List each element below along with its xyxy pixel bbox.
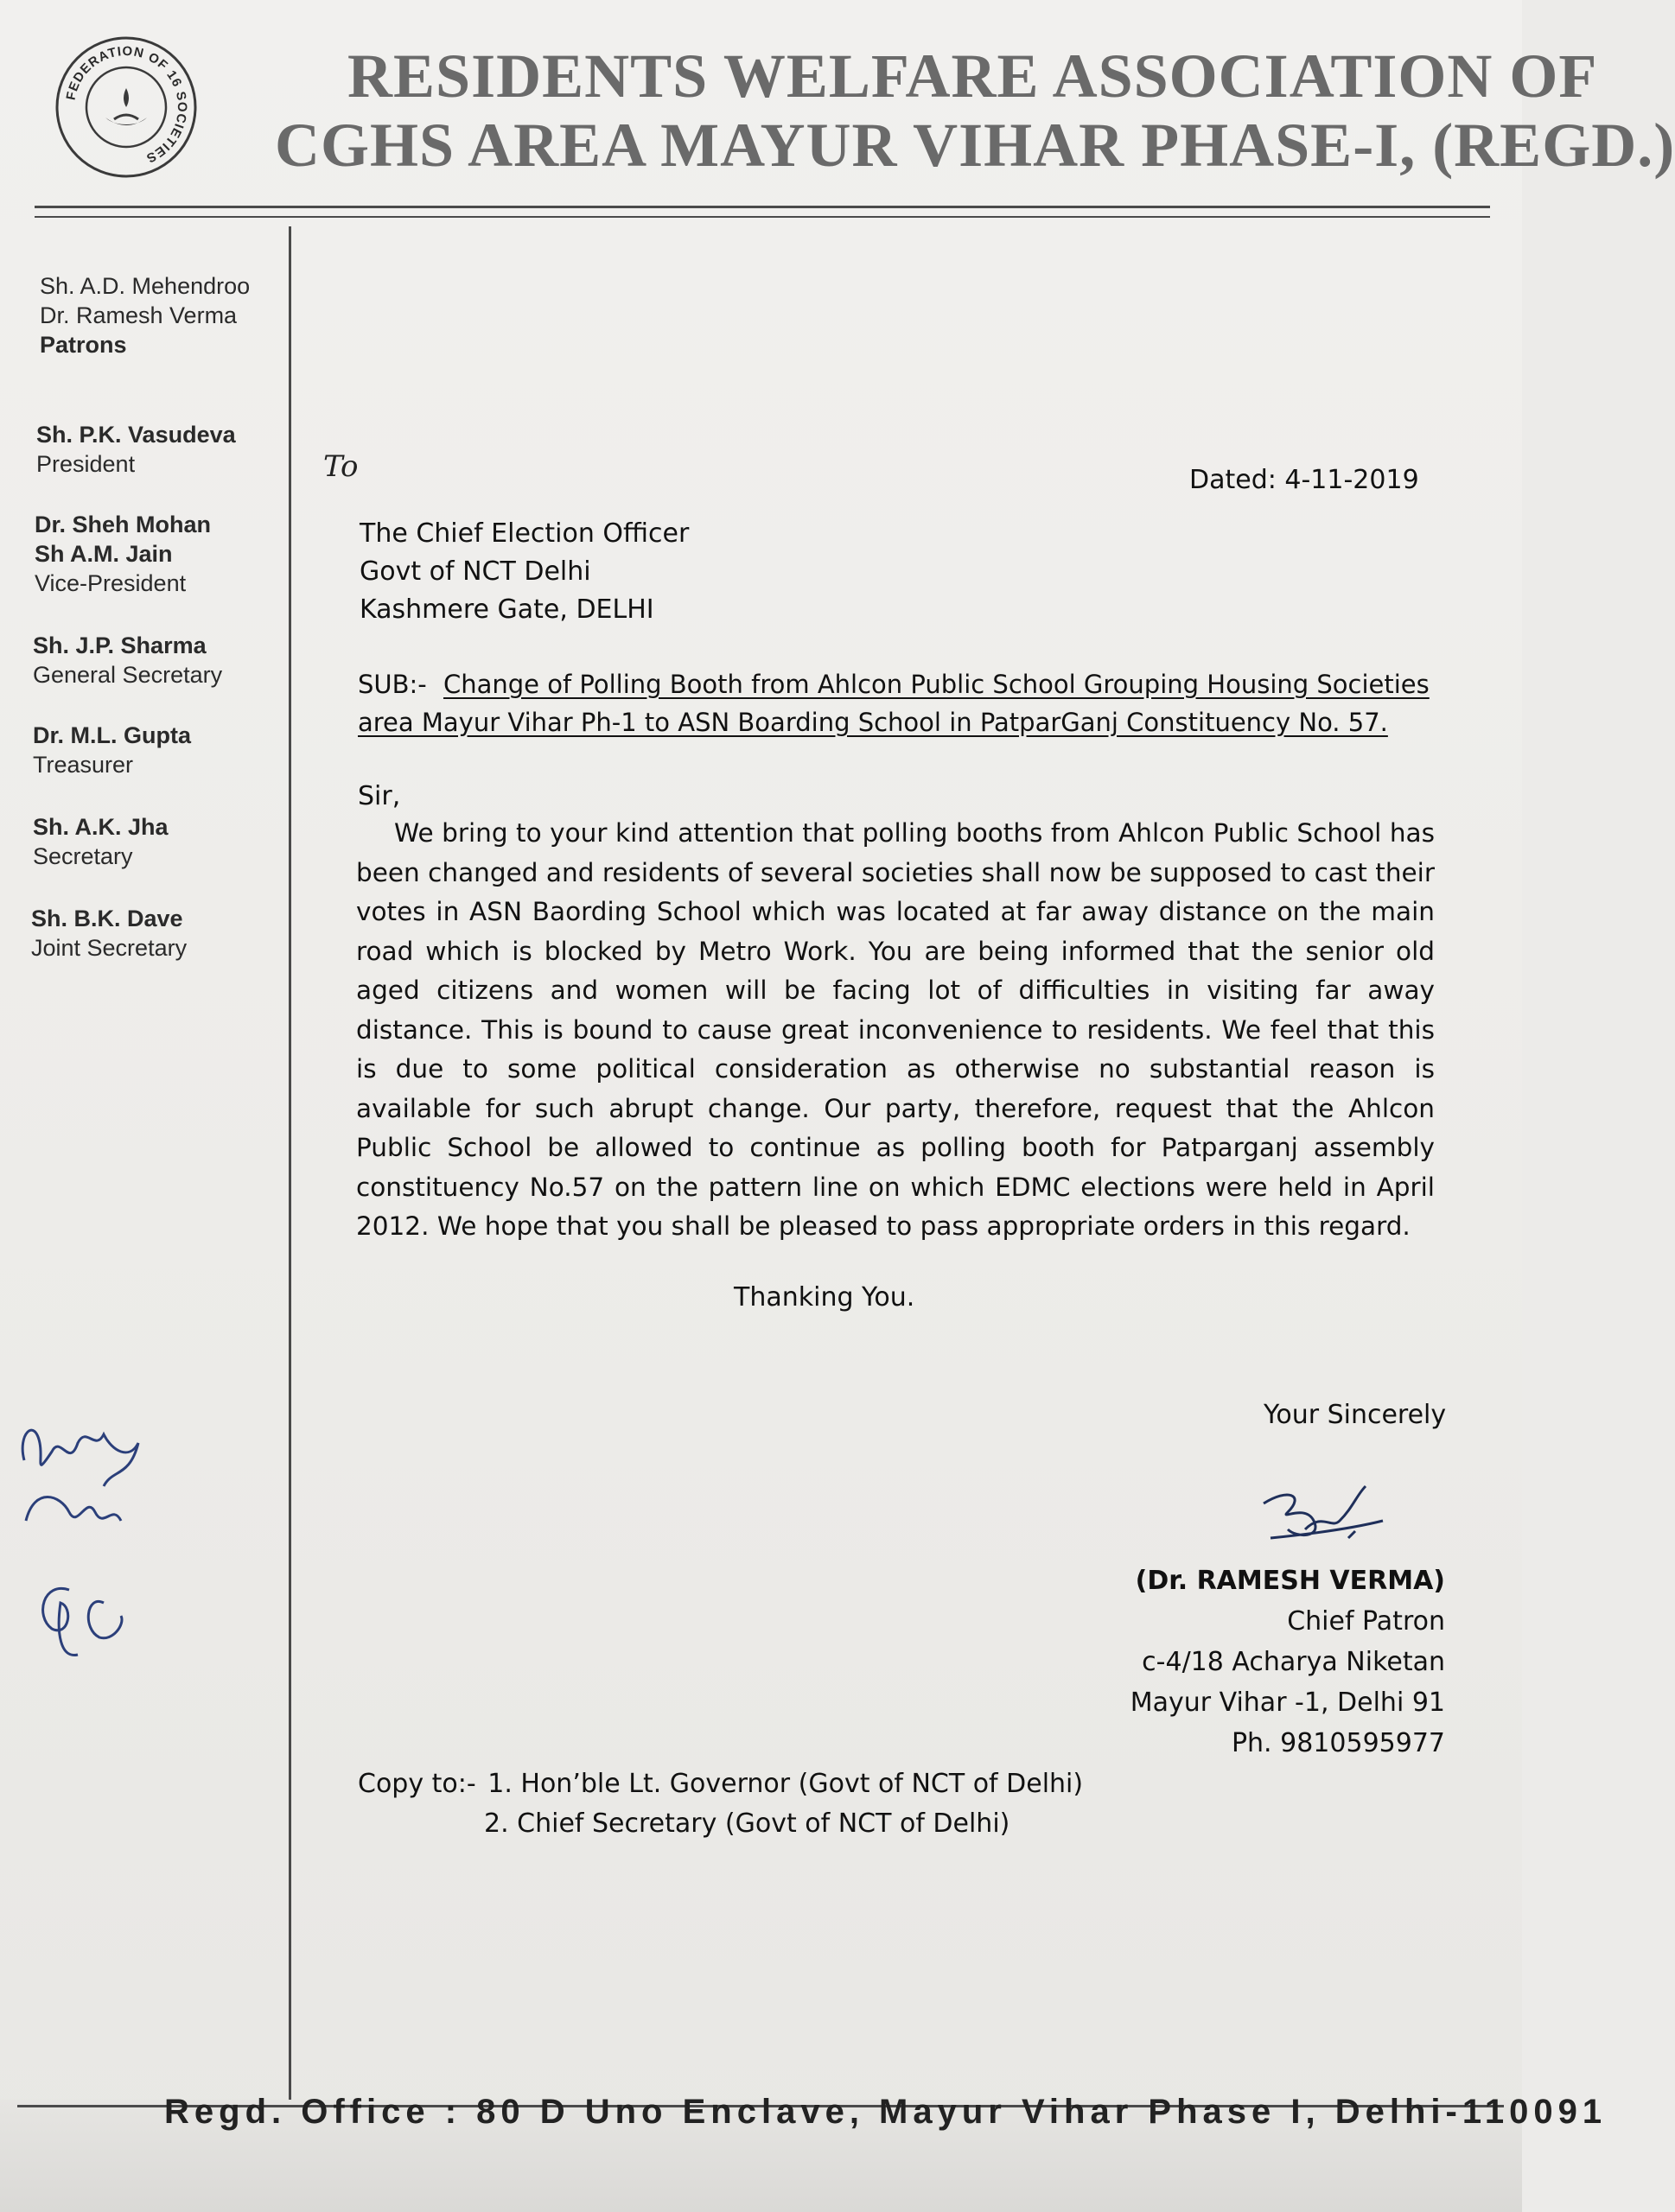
member-role: Treasurer — [33, 752, 134, 778]
subject-prefix: SUB:- — [358, 670, 427, 699]
patron-name: Sh. A.D. Mehendroo — [40, 273, 251, 299]
member-role: President — [36, 451, 136, 477]
member-name: Sh. A.K. Jha — [33, 814, 169, 840]
thanks-line: Thanking You. — [734, 1282, 915, 1313]
copy-to-item: 2. Chief Secretary (Govt of NCT of Delhi) — [484, 1808, 1010, 1839]
signatory-address-line: c-4/18 Acharya Niketan — [1142, 1647, 1445, 1677]
subject-line: area Mayur Vihar Ph-1 to ASN Boarding School in PatparGanj Constituency No. 57. — [358, 708, 1388, 737]
member-name: Sh. J.P. Sharma — [33, 632, 207, 658]
member-role: General Secretary — [33, 662, 223, 688]
letter-date: Dated: 4-11-2019 — [1189, 465, 1419, 495]
member-name: Dr. Sheh Mohan — [35, 512, 212, 537]
member-name: Sh. P.K. Vasudeva — [36, 422, 236, 448]
header-rule-top — [35, 206, 1490, 208]
seal-text: FEDERATION OF 16 SOCIETIES — [63, 43, 190, 166]
signature-image — [1253, 1478, 1392, 1555]
copy-to-item: 1. Hon’ble Lt. Governor (Govt of NCT of Delhi) — [487, 1769, 1084, 1799]
member-name: Sh. B.K. Dave — [31, 906, 183, 931]
recipient-line: Kashmere Gate, DELHI — [360, 594, 654, 625]
copy-to-block — [358, 1764, 1083, 1844]
patrons-block — [40, 271, 250, 359]
closing-line: Your Sincerely — [1264, 1400, 1447, 1430]
member-role: Joint Secretary — [31, 935, 188, 961]
header-rule-bottom — [35, 216, 1490, 218]
footer-office-line-clipped — [164, 2093, 1608, 2131]
member-name: Sh A.M. Jain — [35, 541, 173, 567]
organization-title — [275, 41, 1675, 180]
signatory-phone: Ph. 9810595977 — [1231, 1728, 1445, 1758]
title-line-2: CGHS AREA MAYUR VIHAR PHASE-I, (REGD.) — [275, 111, 1675, 180]
copy-to-label: Copy to:- — [358, 1769, 476, 1799]
member-vice-president — [35, 510, 211, 598]
federation-seal-logo — [54, 35, 199, 180]
member-role: Vice-President — [35, 570, 187, 596]
title-line-1: RESIDENTS WELFARE ASSOCIATION OF — [347, 41, 1598, 111]
member-joint-secretary — [31, 904, 187, 963]
salutation: Sir, — [358, 781, 401, 811]
recipient-address — [360, 515, 965, 629]
signatory-name: (Dr. RAMESH VERMA) — [1135, 1566, 1445, 1596]
recipient-line: The Chief Election Officer — [360, 518, 690, 549]
signatory-title: Chief Patron — [1287, 1606, 1445, 1637]
signature-block — [1037, 1560, 1445, 1764]
member-secretary — [33, 812, 169, 871]
member-general-secretary — [33, 631, 222, 690]
margin-handwritten-marks — [9, 1400, 156, 1685]
member-treasurer — [33, 721, 191, 779]
member-president — [36, 420, 236, 479]
recipient-line: Govt of NCT Delhi — [360, 556, 591, 587]
subject-line: Change of Polling Booth from Ahlcon Public School Grouping Housing Societies — [443, 670, 1430, 699]
footer-office-line: Regd. Office : 80 D Uno Enclave, Mayur Vihar Phase I, Delhi-110091 — [164, 2093, 1608, 2131]
to-label: To — [323, 449, 359, 484]
letter-body: We bring to your kind attention that polling booths from Ahlcon Public School has been changed and residents of several societies shall now be supposed to cast their votes in ASN Baording School which was located at far away distance on the main road which is blocked by Metro Work. You are being informed that the senior old aged citizens and women will be facing lot of difficulties in visiting far away distance. This is bound to cause great inconvenience to residents. We feel that this is due to some political consideration as otherwise no substantial reason is available for such abrupt change. Our party, therefore, request that the Ahlcon Public School be allowed to continue as polling booth for Patparganj assembly constituency No.57 on the pattern line on which EDMC elections were held in April 2012. We hope that you shall be pleased to pass appropriate orders in this regard. — [356, 818, 1435, 1241]
signatory-address-line: Mayur Vihar -1, Delhi 91 — [1130, 1688, 1445, 1718]
sidebar-divider — [289, 226, 291, 2103]
patron-name: Dr. Ramesh Verma — [40, 302, 238, 328]
patrons-role: Patrons — [40, 332, 127, 358]
subject-block — [358, 665, 1430, 741]
member-role: Secretary — [33, 843, 133, 869]
member-name: Dr. M.L. Gupta — [33, 722, 192, 748]
